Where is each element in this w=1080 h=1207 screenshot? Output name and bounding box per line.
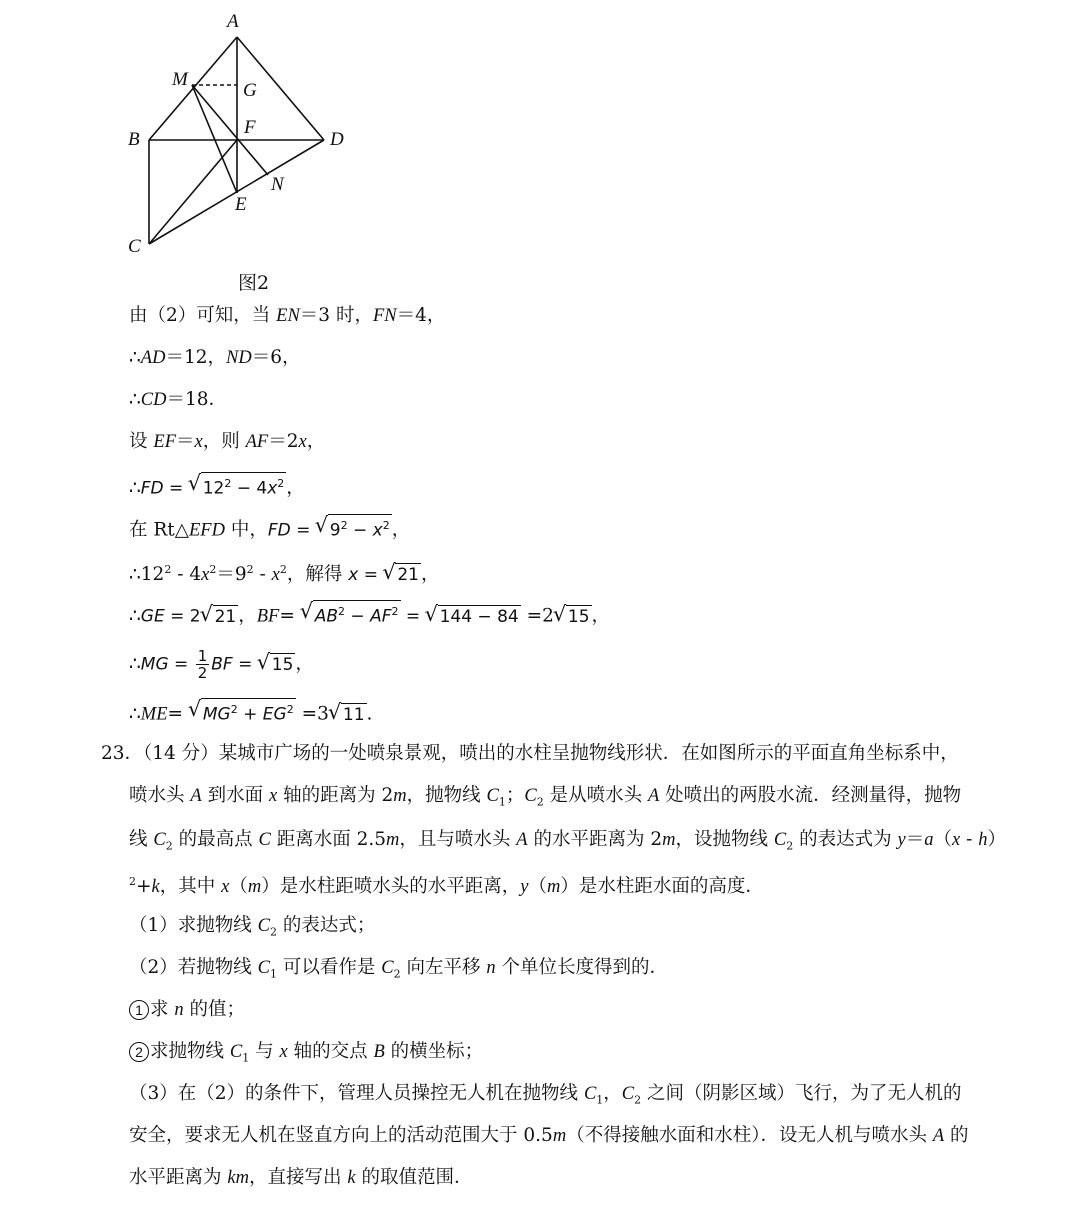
problem-part-2-1: 1 求 n 的值；: [129, 996, 245, 1024]
label-a: A: [227, 11, 239, 32]
label-b: B: [128, 129, 140, 150]
problem-part-3-line-3: 水平距离为 km，直接写出 k 的取值范围．: [129, 1167, 473, 1188]
label-f: F: [244, 117, 256, 138]
problem-part-3-line-2: 安全，要求无人机在竖直方向上的活动范围大于 0.5m（不得接触水面和水柱）．设无人机与喷水头 A 的: [129, 1125, 969, 1146]
problem-line-1: 23．（14 分）某城市广场的一处喷泉景观，喷出的水柱呈抛物线形状．在如图所示的平面直角坐标系中，: [101, 743, 959, 764]
label-e: E: [235, 194, 247, 215]
solution-line-4: 设 EF＝x，则 AF＝2x，: [129, 431, 326, 452]
label-g: G: [243, 80, 257, 101]
label-c: C: [128, 236, 141, 257]
geometry-figure: [0, 0, 400, 265]
label-m: M: [172, 69, 188, 90]
solution-line-6: 在 Rt△EFD 中，FD = √ $9^2 - x^2$ ，: [129, 514, 410, 545]
problem-part-2-2: 2 求抛物线 $C_1$ 与 x 轴的交点 B 的横坐标；: [129, 1038, 483, 1073]
problem-line-4: $^2$+k，其中 x（m）是水柱距喷水头的水平距离，y（m）是水柱距水面的高度．: [129, 875, 764, 898]
problem-part-1: （1）求抛物线 $C_2$ 的表达式；: [129, 915, 376, 939]
solution-line-2: ∴AD＝12，ND＝6，: [129, 347, 301, 368]
solution-line-8: ∴GE = 2√ 21 ，BF= √ $AB^2 - AF^2$ = √ 144 − 84 =2√ 15 ，: [129, 600, 610, 631]
segment-cf: [149, 140, 237, 244]
label-d: D: [330, 129, 344, 150]
circled-number-2: 2: [129, 1042, 149, 1062]
solution-line-5: ∴FD = √ $12^2 - 4x^2$ ，: [129, 472, 305, 503]
problem-part-2: （2）若抛物线 $C_1$ 可以看作是 $C_2$ 向左平移 n 个单位长度得到的．: [129, 957, 669, 981]
solution-line-3: ∴CD＝18．: [129, 389, 228, 410]
solution-line-9: ∴MG = $\frac{1}{2}$ BF = √ 15 ，: [129, 648, 314, 681]
solution-line-1: 由（2）可知，当 EN＝3 时，FN＝4，: [129, 305, 446, 326]
solution-line-7: $\therefore 12^2 - 4x^2=9^2 - x^2$，解得 x = √ 21 ，: [129, 556, 440, 589]
label-n: N: [271, 174, 284, 195]
problem-part-3-line-1: （3）在（2）的条件下，管理人员操控无人机在抛物线 $C_1$，$C_2$ 之间（阴影区域）飞行，为了无人机的: [129, 1083, 962, 1107]
segment-me: [192, 85, 237, 193]
problem-line-3: 线 $C_2$ 的最高点 C 距离水面 2.5m，且与喷水头 A 的水平距离为 2m，设抛物线 $C_2$ 的表达式为 y＝a（x - h）: [129, 829, 1007, 853]
problem-line-2: 喷水头 A 到水面 x 轴的距离为 2m，抛物线 $C_1$；$C_2$ 是从喷水头 A 处喷出的两股水流．经测量得，抛物: [129, 785, 962, 809]
figure-caption: 图2: [238, 272, 270, 294]
circled-number-1: 1: [129, 1000, 149, 1020]
solution-line-10: ∴ME= √ $MG^2 + EG^2 =3√$ 11 .: [129, 698, 372, 729]
